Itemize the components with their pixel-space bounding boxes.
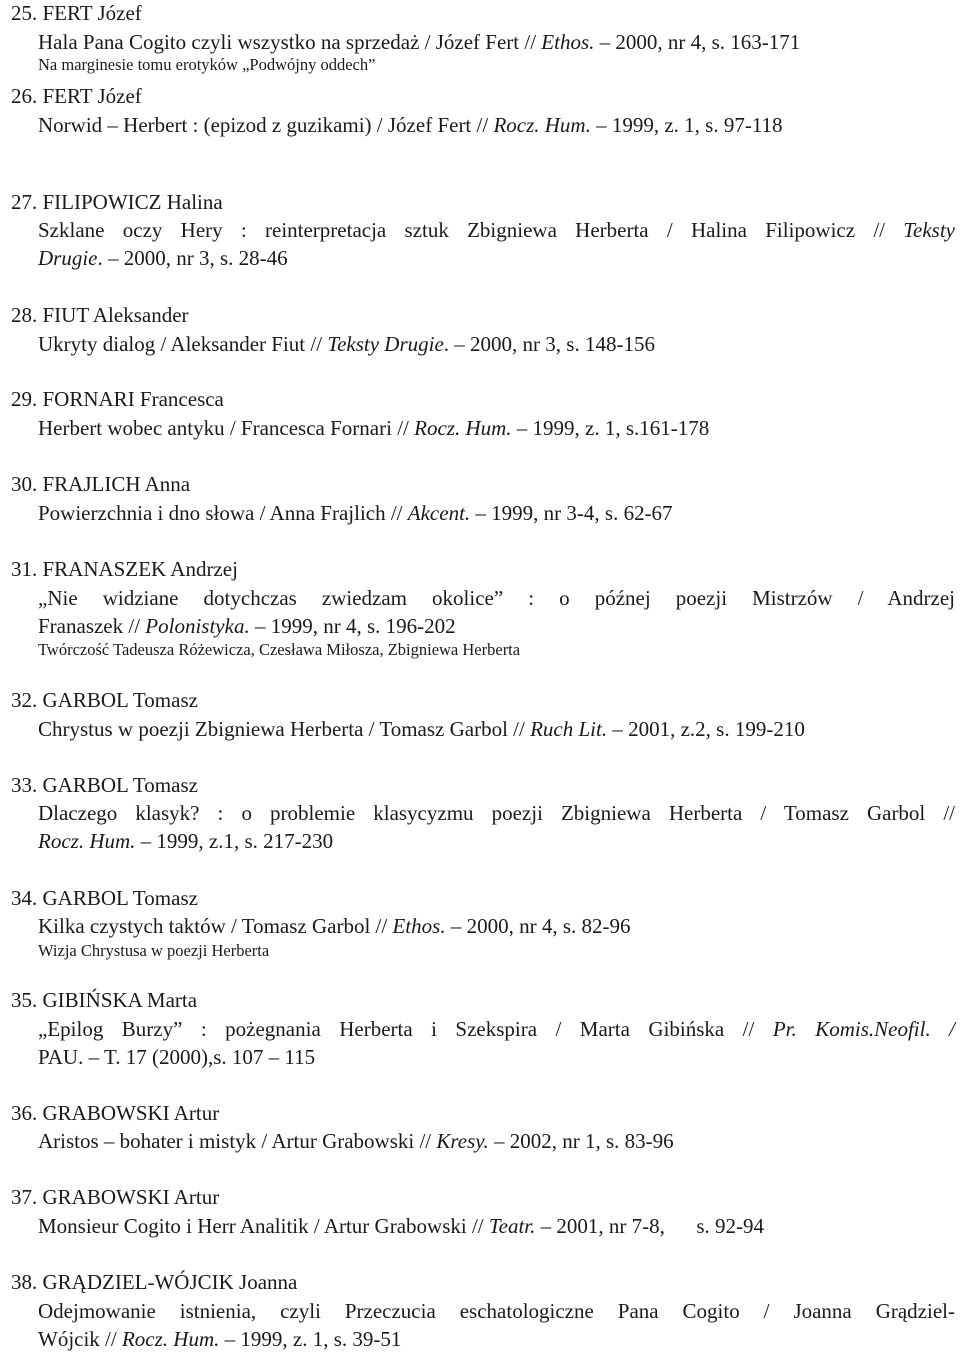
journal-name: Kresy. — [436, 1129, 489, 1153]
entry-author: GRABOWSKI Artur — [42, 1185, 220, 1209]
entry-number: 34. — [11, 886, 38, 910]
publication-details: . – 2000, nr 3, s. 28-46 — [97, 246, 288, 270]
entry-title — [38, 717, 805, 741]
publication-details: – 1999, nr 4, s. 196-202 — [249, 614, 456, 638]
entry-author: GARBOL Tomasz — [42, 688, 198, 712]
entry-title — [38, 30, 800, 54]
entry-title — [38, 914, 631, 938]
entry-author: FERT Józef — [42, 84, 142, 108]
entry-heading — [11, 472, 190, 496]
journal-name: Teksty Drugie — [327, 332, 444, 356]
title-text: Wójcik // — [38, 1327, 122, 1351]
entry-heading — [11, 773, 198, 797]
publication-details: – 2002, nr 1, s. 83-96 — [488, 1129, 674, 1153]
entry-number: 33. — [11, 773, 38, 797]
entry-author: FILIPOWICZ Halina — [42, 190, 223, 214]
journal-name: Rocz. Hum. — [121, 1327, 220, 1351]
journal-name: Polonistyka. — [145, 614, 250, 638]
entry-author: GARBOL Tomasz — [42, 773, 198, 797]
entry-author: GIBIŃSKA Marta — [42, 988, 198, 1012]
journal-name: Ethos. — [541, 30, 595, 54]
entry-title-line-1: Dlaczego klasyk? : o problemie klasycyzmu poezji Zbigniewa Herberta / Tomasz Garbol // — [38, 801, 955, 825]
entry-heading — [11, 988, 197, 1012]
entry-title-line-2 — [38, 829, 333, 853]
publication-details: – 2001, nr 7-8, s. 92-94 — [535, 1214, 765, 1238]
entry-number: 30. — [11, 472, 38, 496]
entry-title-line-1: „Nie widziane dotychczas zwiedzam okolice” : o późnej poezji Mistrzów / Andrzej — [38, 586, 955, 610]
entry-number: 36. — [11, 1101, 38, 1125]
publication-details: – 1999, nr 3-4, s. 62-67 — [470, 501, 673, 525]
title-text: Herbert wobec antyku / Francesca Fornari // — [38, 416, 415, 440]
entry-number: 26. — [11, 84, 38, 108]
entry-title-line-1: Odejmowanie istnienia, czyli Przeczucia eschatologiczne Pana Cogito / Joanna Grądziel- — [38, 1299, 955, 1323]
entry-author: GRĄDZIEL-WÓJCIK Joanna — [42, 1270, 298, 1294]
journal-name: Pr. Komis.Neofil. / — [772, 1017, 955, 1041]
title-text: Franaszek // — [38, 614, 146, 638]
title-text: Aristos – bohater i mistyk / Artur Grabowski // — [38, 1129, 437, 1153]
publication-details: – 1999, z. 1, s.161-178 — [511, 416, 710, 440]
entry-heading — [11, 190, 223, 214]
entry-number: 27. — [11, 190, 38, 214]
entry-heading — [11, 1270, 297, 1294]
entry-note: Na marginesie tomu erotyków „Podwójny oddech” — [38, 55, 376, 74]
entry-number: 29. — [11, 387, 38, 411]
entry-title — [38, 501, 673, 525]
journal-name: Rocz. Hum. — [38, 829, 136, 853]
publication-details: – 2000, nr 4, s. 82-96 — [445, 914, 631, 938]
entry-author: GRABOWSKI Artur — [42, 1101, 220, 1125]
entry-title-line-2 — [38, 246, 288, 270]
publication-details: . – 2000, nr 3, s. 148-156 — [443, 332, 655, 356]
entry-heading — [11, 688, 198, 712]
journal-name: Rocz. Hum. — [493, 113, 591, 137]
entry-title-line-1 — [38, 1017, 955, 1041]
entry-heading — [11, 387, 224, 411]
title-text: Norwid – Herbert : (epizod z guzikami) / Józef Fert // — [38, 113, 494, 137]
entry-title-line-1 — [38, 218, 955, 242]
publication-details: – 1999, z. 1, s. 39-51 — [219, 1327, 402, 1351]
entry-heading — [11, 886, 198, 910]
entry-author: FRAJLICH Anna — [42, 472, 191, 496]
entry-title-line-2 — [38, 1327, 401, 1351]
entry-title — [38, 1214, 764, 1238]
title-text: Powierzchnia i dno słowa / Anna Frajlich // — [38, 501, 408, 525]
title-text: Chrystus w poezji Zbigniewa Herberta / Tomasz Garbol // — [38, 717, 531, 741]
entry-number: 32. — [11, 688, 38, 712]
entry-author: FORNARI Francesca — [42, 387, 224, 411]
entry-note: Twórczość Tadeusza Różewicza, Czesława Miłosza, Zbigniewa Herberta — [38, 640, 521, 659]
entry-number: 25. — [11, 1, 38, 25]
entry-author: FERT Józef — [42, 1, 142, 25]
title-text: Ukryty dialog / Aleksander Fiut // — [38, 332, 328, 356]
entry-author: FRANASZEK Andrzej — [42, 557, 238, 581]
entry-author: FIUT Aleksander — [42, 303, 189, 327]
journal-name: Teksty — [903, 218, 955, 242]
entry-number: 31. — [11, 557, 38, 581]
title-text: Hala Pana Cogito czyli wszystko na sprzedaż / Józef Fert // — [38, 30, 542, 54]
title-text: Monsieur Cogito i Herr Analitik / Artur Grabowski // — [38, 1214, 489, 1238]
entry-author: GARBOL Tomasz — [42, 886, 198, 910]
publication-details: – 2001, z.2, s. 199-210 — [607, 717, 805, 741]
entry-note: Wizja Chrystusa w poezji Herberta — [38, 941, 270, 960]
entry-heading — [11, 303, 189, 327]
entry-title-line-2: PAU. – T. 17 (2000),s. 107 – 115 — [38, 1045, 316, 1069]
entry-title-line-2 — [38, 614, 456, 638]
title-text: Kilka czystych taktów / Tomasz Garbol // — [38, 914, 393, 938]
journal-name: Ruch Lit. — [530, 717, 608, 741]
entry-heading — [11, 557, 238, 581]
journal-name: Teatr. — [488, 1214, 536, 1238]
journal-name: Drugie — [38, 246, 98, 270]
title-text: „Epilog Burzy” : pożegnania Herberta i Szekspira / Marta Gibińska // — [38, 1017, 773, 1041]
entry-number: 38. — [11, 1270, 38, 1294]
entry-title — [38, 1129, 674, 1153]
journal-name: Rocz. Hum. — [414, 416, 512, 440]
journal-name: Akcent. — [407, 501, 471, 525]
entry-title — [38, 332, 655, 356]
entry-number: 28. — [11, 303, 38, 327]
entry-number: 35. — [11, 988, 38, 1012]
entry-title — [38, 416, 709, 440]
entry-heading — [11, 1185, 219, 1209]
title-text: Szklane oczy Hery : reinterpretacja sztuk Zbigniewa Herberta / Halina Filipowicz // — [38, 218, 904, 242]
entry-heading — [11, 1, 142, 25]
entry-heading — [11, 1101, 219, 1125]
publication-details: – 2000, nr 4, s. 163-171 — [594, 30, 801, 54]
publication-details: – 1999, z.1, s. 217-230 — [135, 829, 334, 853]
journal-name: Ethos. — [392, 914, 446, 938]
entry-title — [38, 113, 783, 137]
publication-details: – 1999, z. 1, s. 97-118 — [590, 113, 783, 137]
entry-heading — [11, 84, 142, 108]
entry-number: 37. — [11, 1185, 38, 1209]
